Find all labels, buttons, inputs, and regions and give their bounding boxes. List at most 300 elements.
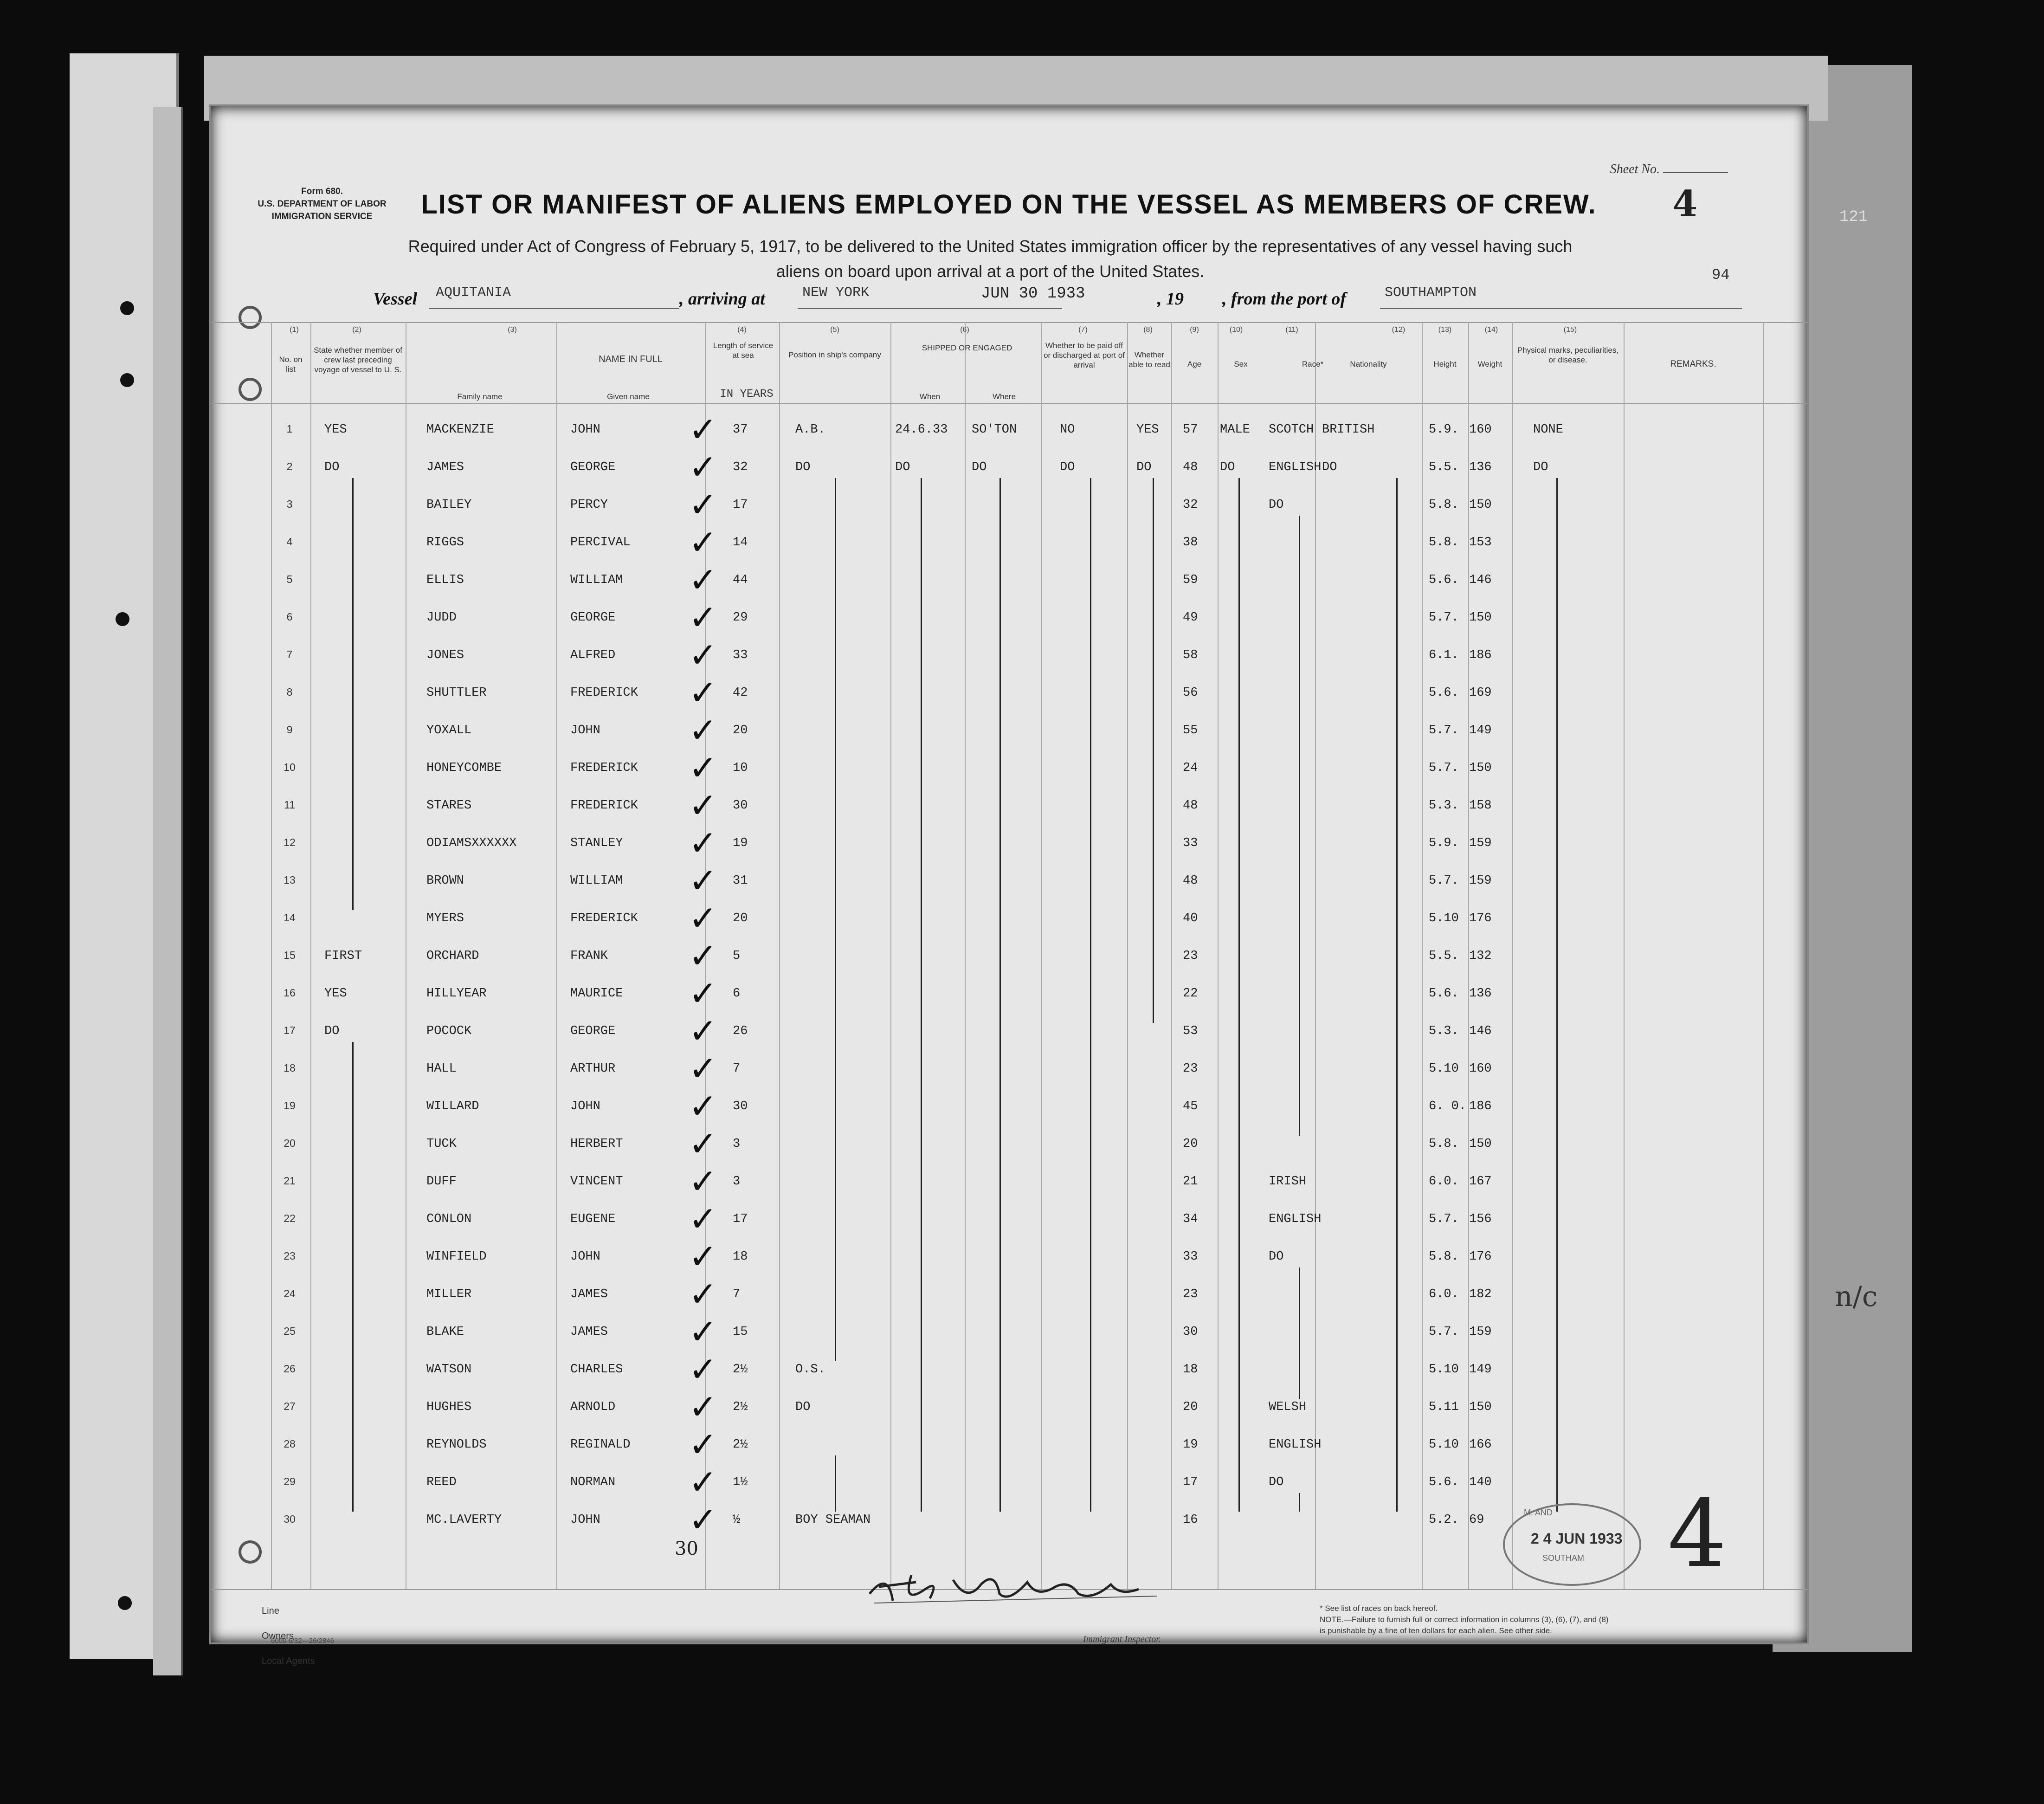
height-cell: 5.5. (1429, 460, 1459, 474)
given-name-cell: ARNOLD (570, 1400, 616, 1414)
row-number: 20 (284, 1137, 296, 1149)
stamp-bottom-text: SOUTHAM (1542, 1553, 1584, 1563)
check-mark-icon: ✓ (689, 410, 718, 450)
given-name-cell: NORMAN (570, 1475, 616, 1489)
row-number: 3 (286, 498, 293, 510)
manifest-table (211, 322, 1807, 1589)
service-years-cell: 37 (733, 423, 748, 437)
weight-cell: 159 (1469, 874, 1492, 888)
col-num-8: (8) (1143, 326, 1153, 334)
given-name-cell: GEORGE (570, 611, 616, 625)
given-name-cell: ARTHUR (570, 1062, 616, 1076)
row-number: 9 (286, 724, 293, 736)
age-cell: 33 (1183, 1250, 1198, 1264)
given-name-cell: JAMES (570, 1287, 608, 1301)
ditto-line (1396, 478, 1398, 1512)
age-cell: 16 (1183, 1513, 1198, 1527)
row-number: 14 (284, 912, 296, 924)
family-name-cell: JONES (426, 648, 464, 662)
check-mark-icon: ✓ (689, 1237, 718, 1277)
previous-voyage-cell: YES (324, 423, 347, 437)
subtitle-line-1: Required under Act of Congress of February 5, 1917, to be delivered to the United States immigration officer by the representatives of any vessel having such (408, 237, 1573, 256)
weight-cell: 150 (1469, 611, 1492, 625)
nationality-cell: DO (1322, 460, 1337, 474)
row-number: 6 (286, 611, 293, 623)
given-name-cell: FREDERICK (570, 761, 638, 775)
height-cell: 6.0. (1429, 1287, 1459, 1301)
check-mark-icon: ✓ (689, 1274, 718, 1314)
ditto-line (835, 1455, 836, 1512)
ditto-line (1238, 478, 1240, 1512)
sheet-line (1663, 172, 1728, 173)
family-name-cell: REED (426, 1475, 457, 1489)
row-number: 7 (286, 648, 293, 660)
family-name-cell: WILLARD (426, 1099, 479, 1113)
race-cell: IRISH (1269, 1175, 1307, 1189)
weight-cell: 167 (1469, 1175, 1492, 1189)
weight-cell: 158 (1469, 799, 1492, 813)
height-cell: 5.10 (1429, 1062, 1459, 1076)
height-cell: 5.11 (1429, 1400, 1459, 1414)
sheet-label: Sheet No. (1610, 162, 1660, 176)
age-cell: 33 (1183, 836, 1198, 850)
note-failure: NOTE.—Failure to furnish full or correct information in columns (3), (6), (7), and (8) (1320, 1615, 1609, 1624)
weight-cell: 146 (1469, 573, 1492, 587)
service-years-cell: 42 (733, 686, 748, 700)
col-rule (556, 322, 557, 1589)
col-header-age: Age (1187, 360, 1202, 369)
arrival-port: NEW YORK (802, 285, 870, 301)
row-number: 17 (284, 1024, 296, 1036)
age-cell: 49 (1183, 611, 1198, 625)
row-number: 27 (284, 1400, 296, 1412)
punch-hole (120, 373, 134, 387)
stamp-top-text: M. AND (1524, 1508, 1553, 1517)
given-name-cell: JOHN (570, 1513, 600, 1527)
age-cell: 23 (1183, 1287, 1198, 1301)
row-number: 25 (284, 1325, 296, 1337)
row-number: 26 (284, 1363, 296, 1375)
family-name-cell: ELLIS (426, 573, 464, 587)
note-races: * See list of races on back hereof. (1320, 1604, 1438, 1613)
col-header-read: Whether able to read (1128, 350, 1170, 369)
col-num-10: (10) (1229, 326, 1243, 334)
service-years-cell: 19 (733, 836, 748, 850)
weight-cell: 132 (1469, 949, 1492, 963)
family-name-cell: STARES (426, 799, 472, 813)
departure-port: SOUTHAMPTON (1385, 285, 1477, 301)
family-name-cell: CONLON (426, 1212, 472, 1226)
previous-voyage-cell: DO (324, 1024, 340, 1038)
where-cell: SO'TON (972, 423, 1017, 437)
col-rule (1171, 322, 1172, 1589)
check-mark-icon: ✓ (689, 1500, 718, 1540)
able-to-read-cell: YES (1136, 423, 1159, 437)
height-cell: 5.3. (1429, 1024, 1459, 1038)
given-name-cell: FREDERICK (570, 912, 638, 925)
row-number: 11 (284, 799, 295, 811)
position-cell: A.B. (795, 423, 825, 437)
row-number: 5 (286, 573, 293, 585)
stamped-number-top: 121 (1839, 208, 1868, 226)
age-cell: 20 (1183, 1137, 1198, 1151)
height-cell: 5.6. (1429, 573, 1459, 587)
family-name-cell: WINFIELD (426, 1250, 487, 1264)
check-mark-icon: ✓ (689, 974, 718, 1014)
age-cell: 30 (1183, 1325, 1198, 1339)
race-cell: DO (1269, 1250, 1284, 1264)
col-header-remarks: REMARKS. (1670, 359, 1716, 369)
ditto-line (1299, 516, 1300, 1136)
height-cell: 5.5. (1429, 949, 1459, 963)
age-cell: 23 (1183, 949, 1198, 963)
col-num-5: (5) (830, 326, 839, 334)
check-mark-icon: ✓ (689, 1162, 718, 1202)
given-name-cell: CHARLES (570, 1363, 623, 1377)
race-cell: SCOTCH (1269, 423, 1314, 437)
department-name: U.S. DEPARTMENT OF LABOR (258, 199, 387, 209)
family-name-cell: JUDD (426, 611, 457, 625)
family-name-cell: HUGHES (426, 1400, 472, 1414)
given-name-cell: JOHN (570, 1250, 600, 1264)
position-cell: DO (795, 460, 811, 474)
family-name-cell: WATSON (426, 1363, 472, 1377)
form-number: Form 680. (301, 187, 343, 196)
vessel-label: Vessel (373, 289, 417, 309)
service-years-cell: 1½ (733, 1475, 748, 1489)
col-header-nationality: Nationality (1350, 360, 1387, 369)
row-number: 10 (284, 761, 296, 773)
owners-label: Owners (262, 1631, 294, 1641)
weight-cell: 146 (1469, 1024, 1492, 1038)
service-years-cell: 15 (733, 1325, 748, 1339)
service-years-cell: 2½ (733, 1438, 748, 1452)
height-cell: 5.7. (1429, 1212, 1459, 1226)
age-cell: 18 (1183, 1363, 1198, 1377)
age-cell: 48 (1183, 799, 1198, 813)
paid-off-cell: NO (1060, 423, 1075, 437)
weight-cell: 160 (1469, 1062, 1492, 1076)
service-years-cell: 30 (733, 1099, 748, 1113)
age-cell: 53 (1183, 1024, 1198, 1038)
row-number: 30 (284, 1513, 296, 1525)
check-mark-icon: ✓ (689, 711, 718, 750)
height-cell: 5.8. (1429, 536, 1459, 550)
height-cell: 5.7. (1429, 1325, 1459, 1339)
family-name-cell: TUCK (426, 1137, 457, 1151)
family-name-cell: MACKENZIE (426, 423, 494, 437)
family-name-cell: ODIAMSXXXXXX (426, 836, 517, 850)
given-name-cell: WILLIAM (570, 874, 623, 888)
position-cell: O.S. (795, 1363, 825, 1377)
row-number: 1 (286, 423, 293, 435)
previous-voyage-cell: DO (324, 460, 340, 474)
ditto-line (835, 478, 836, 1361)
age-cell: 34 (1183, 1212, 1198, 1226)
weight-cell: 176 (1469, 1250, 1492, 1264)
family-name-cell: MC.LAVERTY (426, 1513, 502, 1527)
race-cell: DO (1269, 498, 1284, 512)
height-cell: 5.10 (1429, 1363, 1459, 1377)
row-number: 28 (284, 1438, 296, 1450)
given-name-cell: GEORGE (570, 460, 616, 474)
age-cell: 21 (1183, 1175, 1198, 1189)
age-cell: 45 (1183, 1099, 1198, 1113)
line-label: Line (262, 1606, 279, 1616)
row-number: 19 (284, 1099, 296, 1112)
ditto-line (352, 1042, 354, 1512)
col-header-weight: Weight (1477, 360, 1502, 369)
service-years-cell: 5 (733, 949, 741, 963)
able-to-read-cell: DO (1136, 460, 1152, 474)
ditto-line (999, 478, 1001, 1512)
check-mark-icon: ✓ (689, 1462, 718, 1502)
family-name-cell: HONEYCOMBE (426, 761, 502, 775)
service-years-cell: 7 (733, 1287, 741, 1301)
race-cell: ENGLISH (1269, 1212, 1322, 1226)
row-number: 21 (284, 1175, 296, 1187)
when-cell: 24.6.33 (895, 423, 948, 437)
col-num-11: (11) (1285, 326, 1298, 334)
service-years-cell: 32 (733, 460, 748, 474)
race-cell: WELSH (1269, 1400, 1307, 1414)
row-number: 13 (284, 874, 296, 886)
age-cell: 20 (1183, 1400, 1198, 1414)
nationality-cell: BRITISH (1322, 423, 1375, 437)
age-cell: 48 (1183, 460, 1198, 474)
family-name-cell: JAMES (426, 460, 464, 474)
stamp-date: 2 4 JUN 1933 (1531, 1530, 1623, 1547)
service-years-cell: 14 (733, 536, 748, 550)
row-number: 16 (284, 987, 296, 999)
sheet-number-handwritten: 4 (1672, 183, 1698, 225)
arrival-underline (798, 308, 1062, 309)
height-cell: 5.7. (1429, 724, 1459, 737)
col-rule (1127, 322, 1128, 1589)
col-num-2: (2) (352, 326, 361, 334)
ditto-line (921, 478, 922, 1512)
height-cell: 6.0. (1429, 1175, 1459, 1189)
given-name-cell: PERCIVAL (570, 536, 631, 550)
family-name-cell: REYNOLDS (426, 1438, 487, 1452)
manifest-page (209, 104, 1878, 1666)
check-mark-icon: ✓ (689, 1199, 718, 1239)
col-rule (1315, 322, 1316, 1589)
col-num-13: (13) (1438, 326, 1452, 334)
weight-cell: 153 (1469, 536, 1492, 550)
check-mark-icon: ✓ (689, 635, 718, 675)
service-years-cell: 2½ (733, 1400, 748, 1414)
family-name-cell: RIGGS (426, 536, 464, 550)
service-years-cell: 2½ (733, 1363, 748, 1377)
handwritten-count: 30 (675, 1538, 698, 1559)
ditto-line (1299, 1267, 1300, 1399)
col-num-15: (15) (1563, 326, 1577, 334)
weight-cell: 166 (1469, 1438, 1492, 1452)
given-name-cell: JOHN (570, 724, 600, 737)
given-name-cell: GEORGE (570, 1024, 616, 1038)
row-number: 8 (286, 686, 293, 698)
col-rule (1041, 322, 1042, 1589)
col-header-where: Where (992, 392, 1016, 401)
weight-cell: 150 (1469, 1137, 1492, 1151)
marks-cell: DO (1533, 460, 1548, 474)
given-name-cell: FREDERICK (570, 686, 638, 700)
family-name-cell: HILLYEAR (426, 987, 487, 1001)
race-cell: ENGLISH (1269, 460, 1322, 474)
service-years-cell: 7 (733, 1062, 741, 1076)
col-rule (271, 322, 272, 1589)
col-num-14: (14) (1484, 326, 1498, 334)
agents-label: Local Agents (262, 1656, 315, 1666)
check-mark-icon: ✓ (689, 1086, 718, 1126)
age-cell: 17 (1183, 1475, 1198, 1489)
race-cell: ENGLISH (1269, 1438, 1322, 1452)
from-port-label: , from the port of (1222, 289, 1347, 309)
col-rule (779, 322, 780, 1589)
check-mark-icon: ✓ (689, 861, 718, 901)
age-cell: 23 (1183, 1062, 1198, 1076)
document-title: LIST OR MANIFEST OF ALIENS EMPLOYED ON THE VESSEL AS MEMBERS OF CREW. (421, 189, 1597, 220)
given-name-cell: MAURICE (570, 987, 623, 1001)
weight-cell: 150 (1469, 1400, 1492, 1414)
given-name-cell: PERCY (570, 498, 608, 512)
service-years-cell: 33 (733, 648, 748, 662)
height-cell: 5.8. (1429, 1137, 1459, 1151)
weight-cell: 159 (1469, 1325, 1492, 1339)
age-cell: 56 (1183, 686, 1198, 700)
age-cell: 58 (1183, 648, 1198, 662)
given-name-cell: JOHN (570, 423, 600, 437)
check-mark-icon: ✓ (689, 1011, 718, 1051)
paid-off-cell: DO (1060, 460, 1075, 474)
col-header-when: When (919, 392, 941, 401)
family-name-cell: HALL (426, 1062, 457, 1076)
row-number: 2 (286, 460, 293, 472)
col-header-race: Race* (1302, 360, 1324, 369)
check-mark-icon: ✓ (689, 823, 718, 863)
sex-cell: DO (1220, 460, 1235, 474)
weight-cell: 159 (1469, 836, 1492, 850)
binder-spine (153, 107, 183, 1675)
age-cell: 57 (1183, 423, 1198, 437)
row-number: 23 (284, 1250, 296, 1262)
vessel-name: AQUITANIA (436, 285, 511, 301)
footer-labels (262, 1598, 315, 1674)
check-mark-icon: ✓ (689, 1387, 718, 1427)
check-mark-icon: ✓ (689, 1049, 718, 1089)
weight-cell: 136 (1469, 460, 1492, 474)
row-number: 22 (284, 1212, 296, 1224)
document-subtitle (364, 234, 1617, 284)
family-name-cell: DUFF (426, 1175, 457, 1189)
col-rule (1624, 322, 1625, 1589)
service-years-cell: 6 (733, 987, 741, 1001)
header-bottom-rule (211, 403, 1807, 404)
check-mark-icon: ✓ (689, 936, 718, 976)
arriving-label: , arriving at (679, 289, 765, 309)
col-header-previous-voyage: State whether member of crew last preceding voyage of vessel to U. S. (314, 346, 402, 374)
date-stamp: JUN 30 1933 (981, 285, 1085, 303)
check-mark-icon: ✓ (689, 485, 718, 525)
ditto-line (352, 478, 354, 910)
subtitle-line-2: aliens on board upon arrival at a port of the United States. (776, 262, 1205, 281)
check-mark-icon: ✓ (689, 899, 718, 938)
service-years-cell: 17 (733, 1212, 748, 1226)
service-years-cell: 10 (733, 761, 748, 775)
age-cell: 38 (1183, 536, 1198, 550)
col-header-position: Position in ship's company (788, 350, 881, 359)
col-header-no: No. on list (279, 355, 303, 374)
year-label: , 19 (1157, 289, 1184, 309)
note-fine: is punishable by a fine of ten dollars for each alien. See other side. (1320, 1626, 1552, 1635)
height-cell: 5.2. (1429, 1513, 1459, 1527)
punch-hole (118, 1596, 132, 1610)
race-cell: DO (1269, 1475, 1284, 1489)
height-cell: 6.1. (1429, 648, 1459, 662)
check-mark-icon: ✓ (689, 523, 718, 563)
age-cell: 22 (1183, 987, 1198, 1001)
col-num-3: (3) (508, 326, 517, 334)
service-years-cell: 44 (733, 573, 748, 587)
col-header-family: Family name (457, 392, 503, 401)
ditto-line (1153, 478, 1154, 1023)
col-rule (1512, 322, 1513, 1589)
check-mark-icon: ✓ (689, 1350, 718, 1390)
service-years-cell: 31 (733, 874, 748, 888)
weight-cell: 69 (1469, 1513, 1484, 1527)
given-name-cell: FREDERICK (570, 799, 638, 813)
row-number: 12 (284, 836, 296, 848)
family-name-cell: BROWN (426, 874, 464, 888)
given-name-cell: ALFRED (570, 648, 616, 662)
col-rule (310, 322, 311, 1589)
col-header-sex: Sex (1234, 360, 1248, 369)
row-number: 24 (284, 1287, 296, 1300)
ditto-line (1556, 478, 1558, 1512)
height-cell: 5.7. (1429, 611, 1459, 625)
service-years-cell: 3 (733, 1137, 741, 1151)
weight-cell: 149 (1469, 724, 1492, 737)
position-cell: DO (795, 1400, 811, 1414)
check-mark-icon: ✓ (689, 748, 718, 788)
age-cell: 24 (1183, 761, 1198, 775)
height-cell: 5.10 (1429, 912, 1459, 925)
col-header-years: IN YEARS (720, 388, 774, 401)
inspector-label: Immigrant Inspector. (1083, 1634, 1161, 1644)
age-cell: 40 (1183, 912, 1198, 925)
col-header-marks: Physical marks, peculiarities, or disease. (1517, 346, 1619, 364)
weight-cell: 186 (1469, 648, 1492, 662)
col-rule (1422, 322, 1423, 1589)
family-name-cell: POCOCK (426, 1024, 472, 1038)
height-cell: 5.7. (1429, 761, 1459, 775)
height-cell: 5.8. (1429, 1250, 1459, 1264)
punch-hole (120, 301, 134, 315)
ditto-line (1090, 478, 1091, 1512)
service-years-cell: 3 (733, 1175, 741, 1189)
check-mark-icon: ✓ (689, 673, 718, 713)
service-years-cell: 17 (733, 498, 748, 512)
age-cell: 32 (1183, 498, 1198, 512)
given-name-cell: JOHN (570, 1099, 600, 1113)
marks-cell: NONE (1533, 423, 1563, 437)
weight-cell: 140 (1469, 1475, 1492, 1489)
age-cell: 48 (1183, 874, 1198, 888)
col-num-4: (4) (737, 326, 747, 334)
weight-cell: 182 (1469, 1287, 1492, 1301)
when-cell: DO (895, 460, 910, 474)
